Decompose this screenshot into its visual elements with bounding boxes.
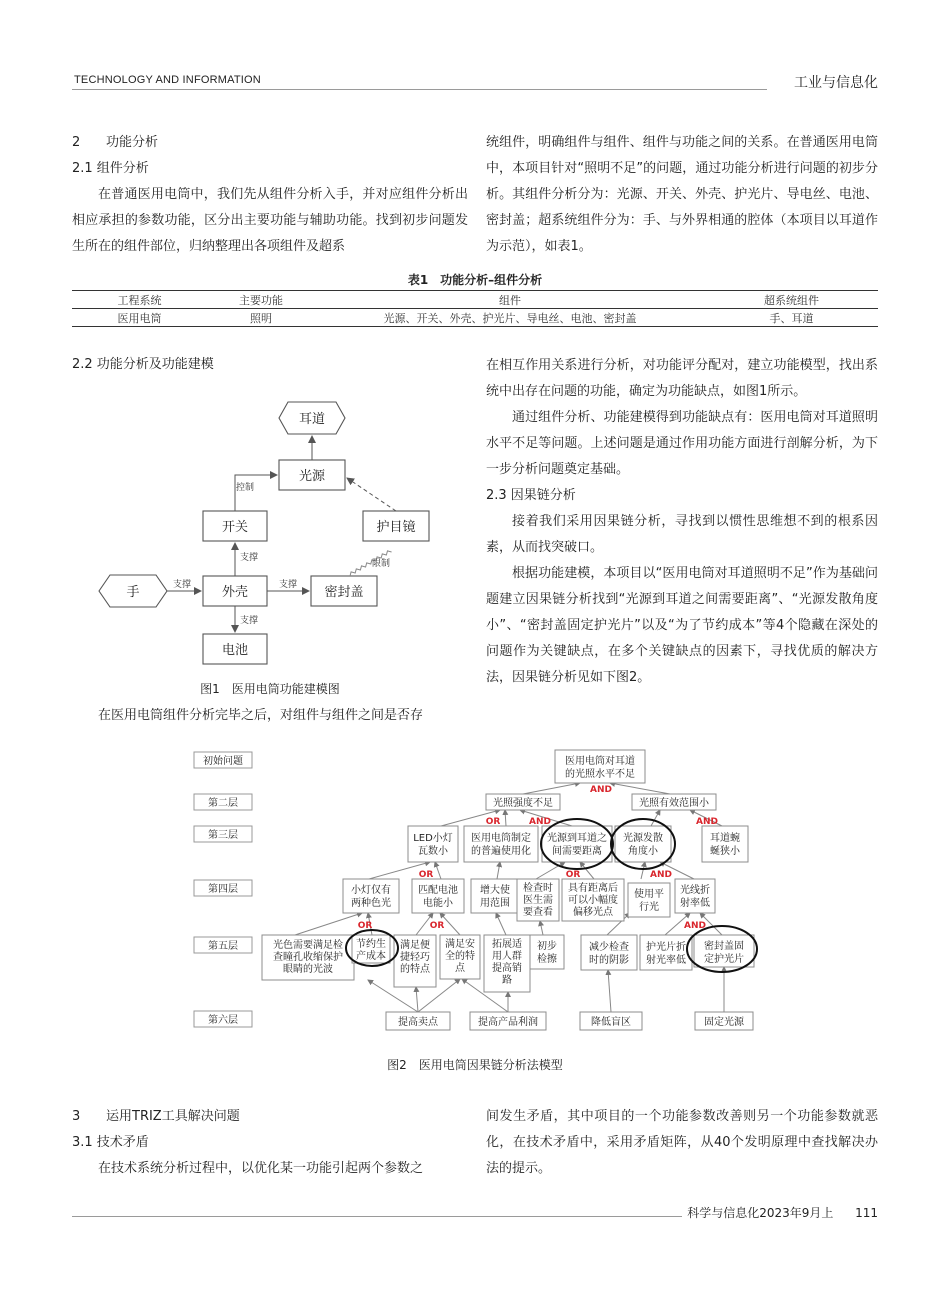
fig1-node-shell: 外壳 <box>221 585 249 600</box>
gate-label: OR <box>357 921 373 931</box>
subsection22-heading: 2.2 功能分析及功能建模 <box>72 357 214 372</box>
cause-node-text: 小灯仅有两种色光 <box>351 885 391 909</box>
cause-node-text: 密封盖固定护光片 <box>704 941 744 965</box>
subsection21-heading: 2.1 组件分析 <box>72 161 149 176</box>
figure2-caption: 图2 医用电筒因果链分析法模型 <box>387 1058 563 1072</box>
table-header-cell: 超系统组件 <box>764 293 819 307</box>
section3-number: 3 <box>72 1109 81 1124</box>
table-header-row <box>72 291 878 309</box>
paragraph: 接着我们采用因果链分析，寻找到以惯性思维想不到的根系因素，从而找突破口。 <box>486 514 878 555</box>
level-label: 第三层 <box>208 830 238 841</box>
gate-label: OR <box>485 817 501 827</box>
fig1-label-support: 支撑 <box>279 580 298 590</box>
right-column-section3 <box>486 1104 878 1182</box>
right-column-section2 <box>486 130 878 260</box>
paragraph: 在技术系统分析过程中，以优化某一功能引起两个参数之 <box>98 1161 424 1176</box>
level-label: 第二层 <box>208 798 238 809</box>
cause-node-text: 医用电筒对耳道的光照水平不足 <box>565 756 635 780</box>
cause-node-text: 节约生产成本 <box>356 939 386 962</box>
fig1-node-light: 光源 <box>298 469 326 484</box>
cause-node-text: 降低盲区 <box>591 1017 631 1028</box>
section3-title: 运用TRIZ工具解决问题 <box>106 1109 240 1124</box>
cause-node-text: 增大使用范围 <box>480 885 510 909</box>
table-cell: 光源、开关、外壳、护光片、导电丝、电池、密封盖 <box>383 311 637 325</box>
gate-label: AND <box>529 817 551 827</box>
table-row <box>72 309 878 327</box>
table-header-cell: 工程系统 <box>117 293 162 307</box>
header-rule <box>72 89 767 90</box>
fig1-label-support: 支撑 <box>240 616 259 626</box>
section2-heading <box>72 130 468 156</box>
level-label: 第四层 <box>208 884 238 895</box>
table-cell: 医用电筒 <box>117 311 162 325</box>
arrow-switch-to-light <box>235 475 277 511</box>
fig1-node-glass: 护目镜 <box>376 520 416 535</box>
fig1-label-support: 支撑 <box>240 553 259 563</box>
fig1-label-support: 支撑 <box>173 580 192 590</box>
cause-node-text: 提高产品利润 <box>478 1017 538 1028</box>
fig1-node-switch: 开关 <box>221 520 249 535</box>
cause-node-text: 护光片折射光率低 <box>646 942 686 966</box>
cause-node-text: 拓展适用人群提高销路 <box>492 939 522 986</box>
table-cell: 手、耳道 <box>769 311 814 325</box>
paragraph: 通过组件分析、功能建模得到功能缺点有：医用电筒对耳道照明水平不足等问题。上述问题是通过作用功能方面进行剖解分析，为下一步分析问题奠定基础。 <box>486 410 878 477</box>
gate-label: AND <box>696 817 718 827</box>
left-column-section22-text <box>72 703 468 729</box>
section2-number: 2 <box>72 135 81 150</box>
paragraph: 在普通医用电筒中，我们先从组件分析入手，并对应组件分析出相应承担的参数功能，区分出主要功能与辅助功能。找到初步问题发生所在的组件部位，归纳整理出各项组件及超系 <box>72 187 468 254</box>
arrow-glass-to-light <box>347 478 396 511</box>
gate-label: OR <box>429 921 445 931</box>
cause-node-text: 满足安全的特点 <box>445 939 475 974</box>
right-column-section22-23 <box>486 353 878 691</box>
gate-label: OR <box>418 870 434 880</box>
table-header-cell: 组件 <box>499 293 521 307</box>
cause-node-text: 检查时医生需要查看 <box>523 883 553 918</box>
cause-node-text: LED小灯瓦数小 <box>413 833 453 857</box>
figure1-function-model <box>96 394 446 676</box>
cause-node-text: 提高卖点 <box>398 1017 438 1028</box>
cause-node-text: 匹配电池电能小 <box>418 885 458 909</box>
gate-label: AND <box>650 870 672 880</box>
cause-node-text: 耳道蜿蜒狭小 <box>710 833 740 857</box>
cause-node-text: 光照有效范围小 <box>639 798 709 809</box>
paragraph: 根据功能建模，本项目以“医用电筒对耳道照明不足”作为基础问题建立因果链分析找到“光源到耳道之间需要距离”、“光源发散角度小”、“密封盖固定护光片”以及“为了节约成本”等4个隐藏在深处的问题作为关键缺点，在多个关键缺点的因素下，寻找优质的解决方法，因果链分析见如下图2。 <box>486 566 878 685</box>
subsection31-heading: 3.1 技术矛盾 <box>72 1135 149 1150</box>
cause-node-text: 使用平行光 <box>634 889 664 913</box>
paragraph: 在医用电筒组件分析完毕之后，对组件与组件之间是否存 <box>98 708 424 723</box>
cause-node-text: 医用电筒制定的普遍使用化 <box>471 833 531 857</box>
footer-rule <box>72 1216 682 1217</box>
cause-node-text: 满足便捷轻巧的特点 <box>400 940 430 975</box>
gate-label: AND <box>590 785 612 795</box>
fig1-label-control: 控制 <box>236 483 255 493</box>
figure1-caption: 图1 医用电筒功能建模图 <box>200 682 340 696</box>
figure2-cause-chain <box>190 745 780 1035</box>
cause-node-text: 具有距离后可以小幅度偏移光点 <box>568 883 618 918</box>
fig1-node-hand: 手 <box>126 585 140 600</box>
cause-node-text: 固定光源 <box>704 1017 744 1028</box>
left-column-section3 <box>72 1104 468 1182</box>
left-column-section2 <box>72 130 468 260</box>
running-header-left: TECHNOLOGY AND INFORMATION <box>74 74 261 86</box>
running-header-right: 工业与信息化 <box>794 75 878 91</box>
subsection23-heading: 2.3 因果链分析 <box>486 488 576 503</box>
table-header-cell: 主要功能 <box>239 293 283 307</box>
cause-node-text: 光线折射率低 <box>680 885 710 909</box>
table1-caption: 表1 功能分析–组件分析 <box>407 273 543 287</box>
footer-journal: 科学与信息化2023年9月上 <box>687 1206 834 1220</box>
paragraph: 在相互作用关系进行分析，对功能评分配对，建立功能模型，找出系统中出存在问题的功能，确定为功能缺点，如图1所示。 <box>486 358 878 399</box>
level-label: 第六层 <box>208 1015 238 1026</box>
table-cell: 照明 <box>250 311 272 325</box>
cause-node-text: 初步检擦 <box>537 941 557 965</box>
cause-node-text: 光色需要满足检查瞳孔收缩保护眼睛的光波 <box>273 940 343 975</box>
cause-node-text: 光源到耳道之间需要距离 <box>547 833 607 857</box>
fig1-node-battery: 电池 <box>221 643 249 658</box>
gate-label: AND <box>684 921 706 931</box>
level-label: 第五层 <box>208 941 238 952</box>
cause-node-text: 光照强度不足 <box>493 798 553 809</box>
fig1-node-ear: 耳道 <box>298 412 326 427</box>
gate-label: OR <box>565 870 581 880</box>
fig1-node-seal: 密封盖 <box>324 585 364 600</box>
cause-node-text: 光源发散角度小 <box>623 833 663 857</box>
level-label: 初始问题 <box>203 756 243 767</box>
footer <box>687 1204 878 1221</box>
paragraph: 间发生矛盾，其中项目的一个功能参数改善则另一个功能参数就恶化，在技术矛盾中，采用矛盾矩阵，从40个发明原理中查找解决办法的提示。 <box>486 1109 878 1176</box>
fig1-label-limit: 限制 <box>372 559 391 569</box>
paragraph: 统组件，明确组件与组件、组件与功能之间的关系。在普通医用电筒中，本项目针对“照明不足”的问题，通过功能分析进行问题的初步分析。其组件分析分为：光源、开关、外壳、护光片、导电丝、电池、密封盖；超系统组件分为：手、与外界相通的腔体（本项目以耳道作为示范），如表1。 <box>486 135 878 254</box>
cause-node-text: 减少检查时的阴影 <box>589 942 629 966</box>
table1 <box>72 290 878 327</box>
page-number: 111 <box>855 1206 878 1220</box>
section3-heading <box>72 1104 468 1130</box>
section2-title: 功能分析 <box>106 135 159 150</box>
